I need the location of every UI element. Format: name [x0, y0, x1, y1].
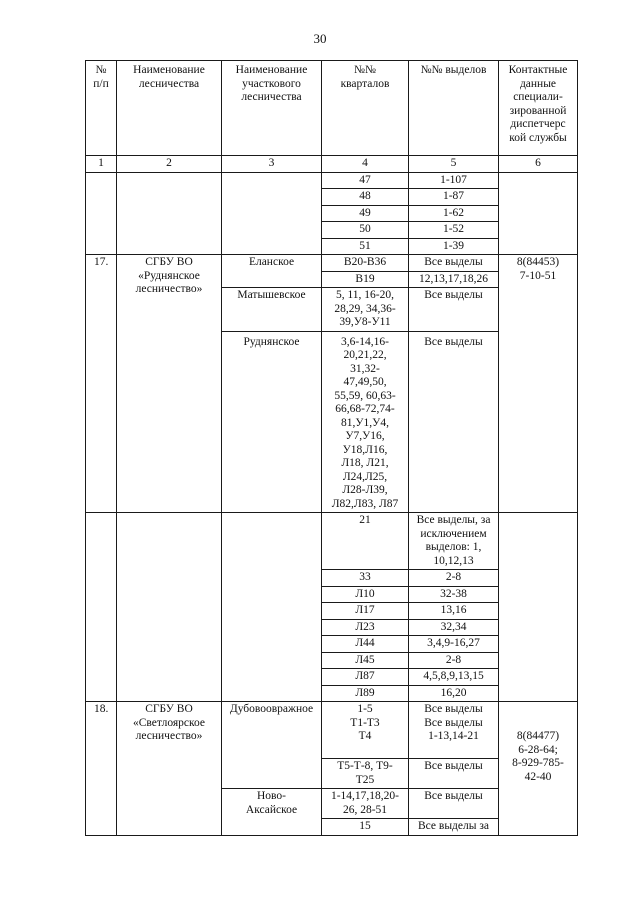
- header-contacts: Контактные данные специали- зированной диспетчерс кой службы: [499, 61, 578, 156]
- parcels-cell: Все выделы: [409, 759, 499, 789]
- number-cell: 17.: [86, 255, 117, 513]
- quarter-cell: Л87: [322, 669, 409, 686]
- parcels-cell: 3,4,9-16,27: [409, 636, 499, 653]
- quarter-cell: Л89: [322, 685, 409, 702]
- parcels-cell: 1-52: [409, 222, 499, 239]
- parcels-cell: 32-38: [409, 586, 499, 603]
- quarter-cell: 5, 11, 16-20, 28,29, 34,36- 39,У8-У11: [322, 288, 409, 332]
- number-cell: [86, 513, 117, 702]
- parcels-cell: Все выделы за: [409, 819, 499, 836]
- header-parcels: №№ выделов: [409, 61, 499, 156]
- parcels-cell: 13,16: [409, 603, 499, 620]
- table-row: [86, 255, 578, 272]
- forestry-cell: СГБУ ВО «Светлоярское лесничество»: [117, 702, 222, 836]
- column-number: 3: [222, 156, 322, 173]
- parcels-cell: Все выделы: [409, 789, 499, 819]
- column-number: 1: [86, 156, 117, 173]
- forestry-cell: [117, 513, 222, 702]
- parcels-cell: 12,13,17,18,26: [409, 271, 499, 288]
- quarter-cell: 47: [322, 172, 409, 189]
- parcels-cell: 1-39: [409, 238, 499, 255]
- quarter-cell: 21: [322, 513, 409, 570]
- parcels-cell: Все выделы, за исключением выделов: 1, 10,12,13: [409, 513, 499, 570]
- column-number: 2: [117, 156, 222, 173]
- quarter-cell: Л44: [322, 636, 409, 653]
- number-cell: 18.: [86, 702, 117, 836]
- parcels-cell: 1-107: [409, 172, 499, 189]
- forestry-cell: [117, 172, 222, 255]
- district-cell: [222, 172, 322, 255]
- parcels-cell: 32,34: [409, 619, 499, 636]
- column-number: 4: [322, 156, 409, 173]
- quarter-cell: Л45: [322, 652, 409, 669]
- header-quarters: №№ кварталов: [322, 61, 409, 156]
- parcels-cell: 16,20: [409, 685, 499, 702]
- district-cell: Ново- Аксайское: [222, 789, 322, 836]
- parcels-cell: Все выделы: [409, 288, 499, 332]
- parcels-cell: 1-62: [409, 205, 499, 222]
- table-row: [86, 513, 578, 570]
- district-cell: Матышевское: [222, 288, 322, 332]
- quarter-cell: Л17: [322, 603, 409, 620]
- table-header-row: [86, 61, 578, 156]
- parcels-cell: Все выделы Все выделы 1-13,14-21: [409, 702, 499, 759]
- quarter-cell: 33: [322, 570, 409, 587]
- column-number: 5: [409, 156, 499, 173]
- parcels-cell: 2-8: [409, 570, 499, 587]
- forestry-table: [85, 60, 578, 836]
- contact-cell: 8(84477) 6-28-64; 8-929-785- 42-40: [499, 702, 578, 836]
- column-number-row: [86, 156, 578, 173]
- quarter-cell: 15: [322, 819, 409, 836]
- quarter-cell: 50: [322, 222, 409, 239]
- district-cell: Руднянское: [222, 331, 322, 513]
- quarter-cell: 1-5 Т1-Т3 Т4: [322, 702, 409, 759]
- contact-cell: [499, 172, 578, 255]
- forestry-cell: СГБУ ВО «Руднянское лесничество»: [117, 255, 222, 513]
- district-cell: Дубовоовражное: [222, 702, 322, 789]
- parcels-cell: 2-8: [409, 652, 499, 669]
- quarter-cell: В20-В36: [322, 255, 409, 272]
- quarter-cell: Л23: [322, 619, 409, 636]
- contact-cell: 8(84453) 7-10-51: [499, 255, 578, 513]
- district-cell: Еланское: [222, 255, 322, 288]
- header-number: № п/п: [86, 61, 117, 156]
- header-forestry: Наименование лесничества: [117, 61, 222, 156]
- quarter-cell: 1-14,17,18,20- 26, 28-51: [322, 789, 409, 819]
- column-number: 6: [499, 156, 578, 173]
- quarter-cell: 3,6-14,16- 20,21,22, 31,32- 47,49,50, 55,59, 60,63- 66,68-72,74- 81,У1,У4, У7,У16, У18,Л16, Л18, Л21, Л24,Л25, Л28-Л39, Л82,Л83, Л87: [322, 331, 409, 513]
- district-cell: [222, 513, 322, 702]
- table-row: [86, 172, 578, 189]
- quarter-cell: 49: [322, 205, 409, 222]
- header-district-forestry: Наименование участкового лесничества: [222, 61, 322, 156]
- quarter-cell: В19: [322, 271, 409, 288]
- quarter-cell: 51: [322, 238, 409, 255]
- parcels-cell: Все выделы: [409, 331, 499, 513]
- quarter-cell: 48: [322, 189, 409, 206]
- parcels-cell: Все выделы: [409, 255, 499, 272]
- parcels-cell: 4,5,8,9,13,15: [409, 669, 499, 686]
- parcels-cell: 1-87: [409, 189, 499, 206]
- table-row: [86, 702, 578, 759]
- contact-cell: [499, 513, 578, 702]
- page-number: 30: [313, 31, 327, 46]
- quarter-cell: Т5-Т-8, Т9- Т25: [322, 759, 409, 789]
- quarter-cell: Л10: [322, 586, 409, 603]
- number-cell: [86, 172, 117, 255]
